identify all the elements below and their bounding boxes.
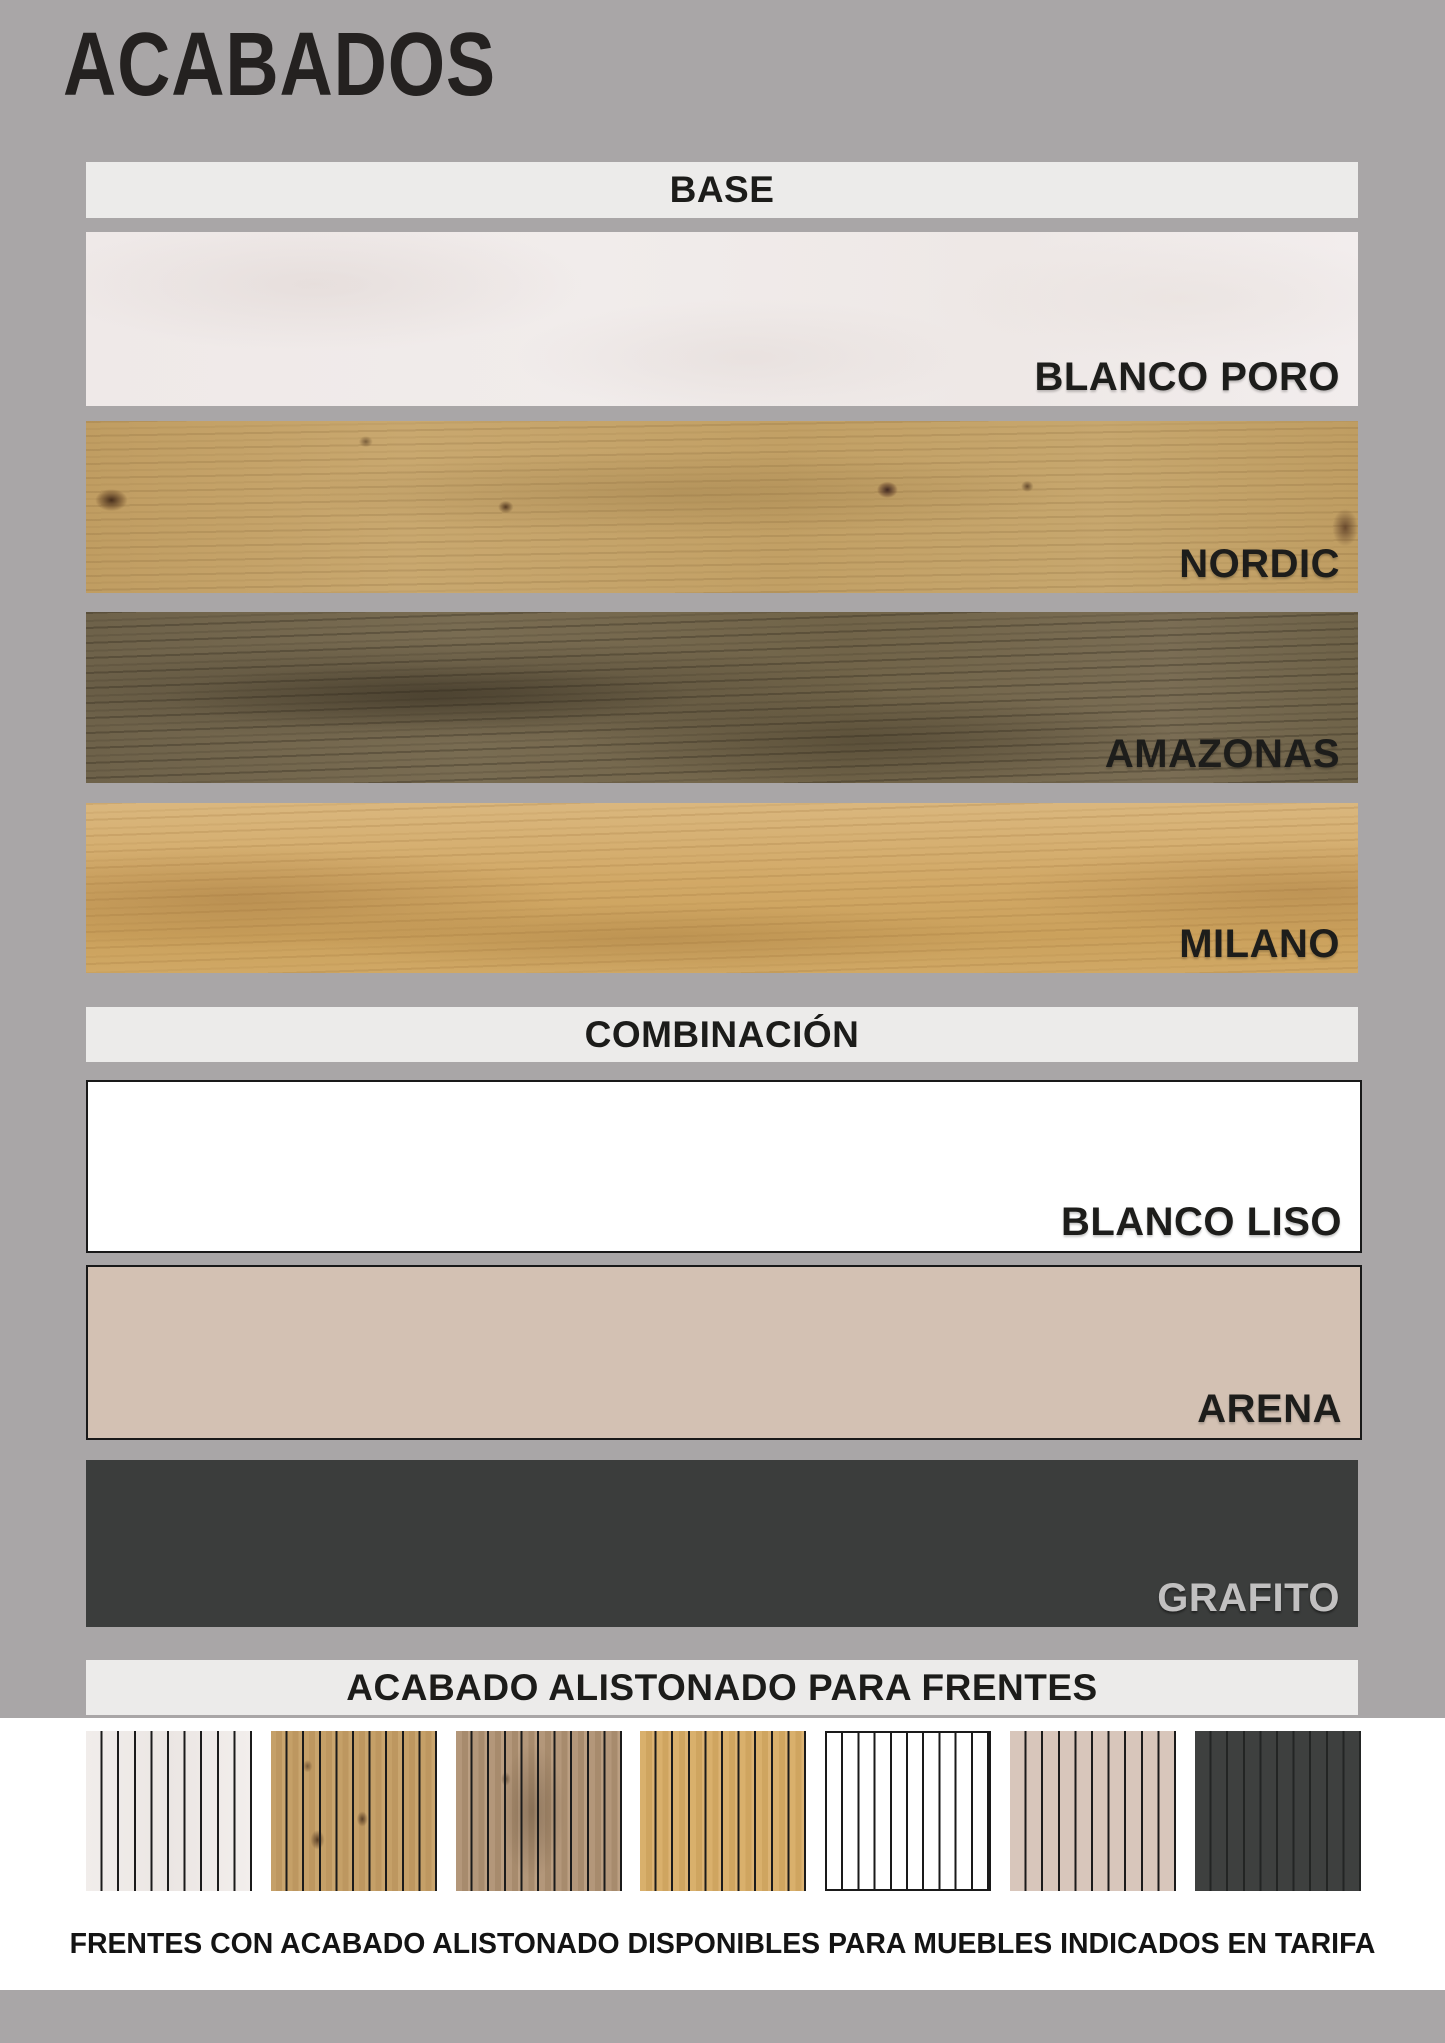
section-header-base bbox=[86, 162, 1358, 218]
sample-nordic-alistonado bbox=[271, 1731, 437, 1891]
swatch-grafito bbox=[86, 1460, 1358, 1627]
swatch-label-blanco-liso: BLANCO LISO bbox=[1060, 1200, 1342, 1244]
swatch-label-arena: ARENA bbox=[1197, 1387, 1342, 1431]
sample-amazonas-alistonado bbox=[456, 1731, 622, 1891]
footnote-text: FRENTES CON ACABADO ALISTONADO DISPONIBLES PARA MUEBLES INDICADOS EN TARIFA bbox=[69, 1928, 1376, 1960]
swatch-arena bbox=[86, 1265, 1362, 1440]
sample-blanco-liso-alistonado bbox=[825, 1731, 991, 1891]
section-header-combinacion bbox=[86, 1007, 1358, 1062]
sample-arena-alistonado bbox=[1010, 1731, 1176, 1891]
swatch-label-amazonas: AMAZONAS bbox=[1104, 732, 1340, 776]
swatch-label-nordic: NORDIC bbox=[1179, 542, 1340, 586]
swatch-label-grafito: GRAFITO bbox=[1157, 1576, 1340, 1620]
section-header-alistonado bbox=[86, 1660, 1358, 1715]
swatch-blanco-poro bbox=[86, 232, 1358, 406]
section-header-combinacion-label: COMBINACIÓN bbox=[584, 1013, 860, 1055]
swatch-milano bbox=[86, 803, 1358, 973]
page-title: ACABADOS bbox=[63, 15, 496, 115]
sample-milano-alistonado bbox=[640, 1731, 806, 1891]
swatch-nordic bbox=[86, 421, 1358, 593]
section-header-base-label: BASE bbox=[669, 169, 775, 210]
section-header-alistonado-label: ACABADO ALISTONADO PARA FRENTES bbox=[346, 1666, 1098, 1708]
alistonado-samples-strip bbox=[0, 1718, 1445, 1990]
swatch-label-milano: MILANO bbox=[1179, 922, 1340, 966]
swatch-amazonas bbox=[86, 612, 1358, 783]
sample-grafito-alistonado bbox=[1195, 1731, 1361, 1891]
sample-blanco-poro-alistonado bbox=[86, 1731, 252, 1891]
swatch-blanco-liso bbox=[86, 1080, 1362, 1253]
swatch-label-blanco-poro: BLANCO PORO bbox=[1034, 355, 1340, 399]
alistonado-samples-row bbox=[86, 1731, 1361, 1891]
